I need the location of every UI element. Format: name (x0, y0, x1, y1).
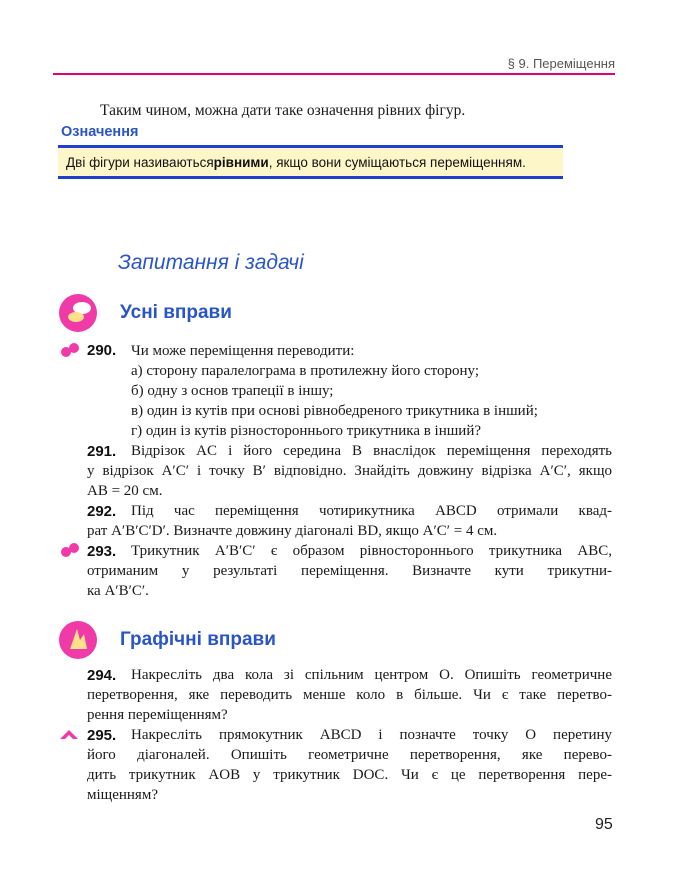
definition-text-after: , якщо вони суміщаються переміщенням. (268, 154, 526, 170)
problem-294-line-1: Накресліть два кола зі спільним центром O. Опишіть геометричне (131, 667, 612, 683)
problem-295-line-3: дить трикутник AOB у трикутник DOC. Чи є це перетворення пере- (87, 767, 612, 783)
definition-bold-term: рівними (213, 154, 269, 170)
oral-exercises-title: Усні вправи (120, 302, 232, 323)
problem-290-number: 290. (87, 342, 117, 359)
intro-text: Таким чином, можна дати таке означення рівних фігур. (100, 102, 466, 119)
section-title: Запитання і задачі (118, 251, 304, 274)
graphic-exercises-title: Графічні вправи (120, 629, 276, 650)
problem-291-line-1: Відрізок AC і його середина B внаслідок переміщення переходять (131, 443, 612, 459)
problem-290-text: Чи може переміщення переводити: (131, 343, 355, 359)
problem-290-item-a: а) сторону паралелограма в протилежну його сторону; (131, 363, 480, 379)
definition-text-before: Дві фігури називаються (66, 154, 214, 170)
problem-293-number: 293. (87, 543, 117, 560)
definition-box (58, 145, 563, 179)
problem-295-line-1: Накресліть прямокутник ABCD і позначте точку O перетину (131, 727, 612, 743)
problem-293-line-2: отриманим у результаті переміщення. Визначте кути трикутни- (87, 563, 612, 579)
problem-291-line-2: у відрізок A′C′ і точку B′ відповідно. Знайдіть довжину відрізка A′C′, якщо (87, 463, 612, 479)
problem-290-item-d: г) один із кутів різностороннього трикутника в інший? (131, 423, 482, 439)
graphic-exercises-icon (58, 620, 98, 660)
running-header: § 9. Переміщення (507, 56, 615, 71)
problem-292-number: 292. (87, 503, 117, 520)
problem-294-line-2: перетворення, яке переводить менше коло в більше. Чи є таке перетво- (87, 687, 612, 703)
problem-292-line-1: Під час переміщення чотирикутника ABCD отримали квад- (131, 503, 612, 519)
problem-290-item-b: б) одну з основ трапеції в іншу; (131, 383, 334, 399)
problem-292-line-2: рат A′B′C′D′. Визначте довжину діагоналі BD, якщо A′C′ = 4 см. (87, 523, 498, 539)
marker-293-icon (59, 542, 81, 558)
header-rule (53, 73, 615, 75)
problem-295-number: 295. (87, 727, 117, 744)
problem-290-item-c: в) один із кутів при основі рівнобедреного трикутника в інший; (131, 403, 538, 419)
page-number: 95 (595, 816, 613, 833)
oral-exercises-icon (58, 293, 98, 333)
problem-293-line-1: Трикутник A′B′C′ є образом рівностороннього трикутника ABC, (131, 543, 612, 559)
problem-293-line-3: ка A′B′C′. (87, 583, 149, 599)
problem-295-line-2: його діагоналей. Опишіть геометричне перетворення, яке перево- (87, 747, 612, 763)
problem-294-number: 294. (87, 667, 117, 684)
marker-295-icon (58, 727, 80, 743)
definition-label: Означення (61, 124, 139, 140)
problem-291-line-3: AB = 20 см. (87, 483, 163, 499)
problem-294-line-3: рення переміщенням? (87, 707, 228, 723)
marker-290-icon (59, 342, 81, 358)
problem-291-number: 291. (87, 443, 117, 460)
problem-295-line-4: міщенням? (87, 787, 158, 803)
